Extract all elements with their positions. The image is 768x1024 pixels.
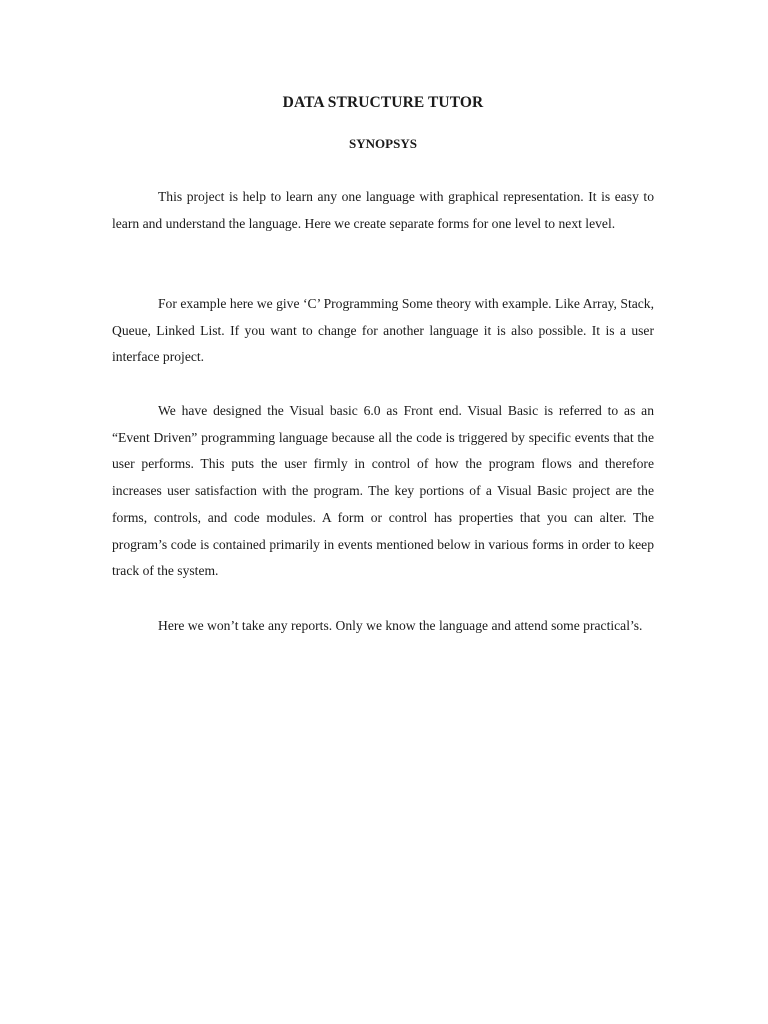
document-subtitle: SYNOPSYS (349, 136, 417, 151)
paragraph-intro: This project is help to learn any one language with graphical representation. It is easy to learn and understand the language. Here we create separate forms for one level to next level. (112, 189, 654, 231)
paragraph-reports: Here we won’t take any reports. Only we know the language and attend some practical’s. (158, 618, 643, 633)
paragraph-front-end: We have designed the Visual basic 6.0 as Front end. Visual Basic is referred to as an “Event Driven” programming language because all the code is triggered by specific events that the user performs. This puts the user firmly in control of how the program flows and therefore increases user satisfaction with the program. The key portions of a Visual Basic project are the forms, controls, and code modules. A form or control has properties that you can alter. The program’s code is contained primarily in events mentioned below in various forms in order to keep track of the system. (112, 403, 654, 579)
document-title: DATA STRUCTURE TUTOR (282, 94, 484, 111)
paragraph-example: For example here we give ‘C’ Programming Some theory with example. Like Array, Stack, Queue, Linked List. If you want to change for another language it is also possible. It is a user interface project. (112, 296, 654, 365)
